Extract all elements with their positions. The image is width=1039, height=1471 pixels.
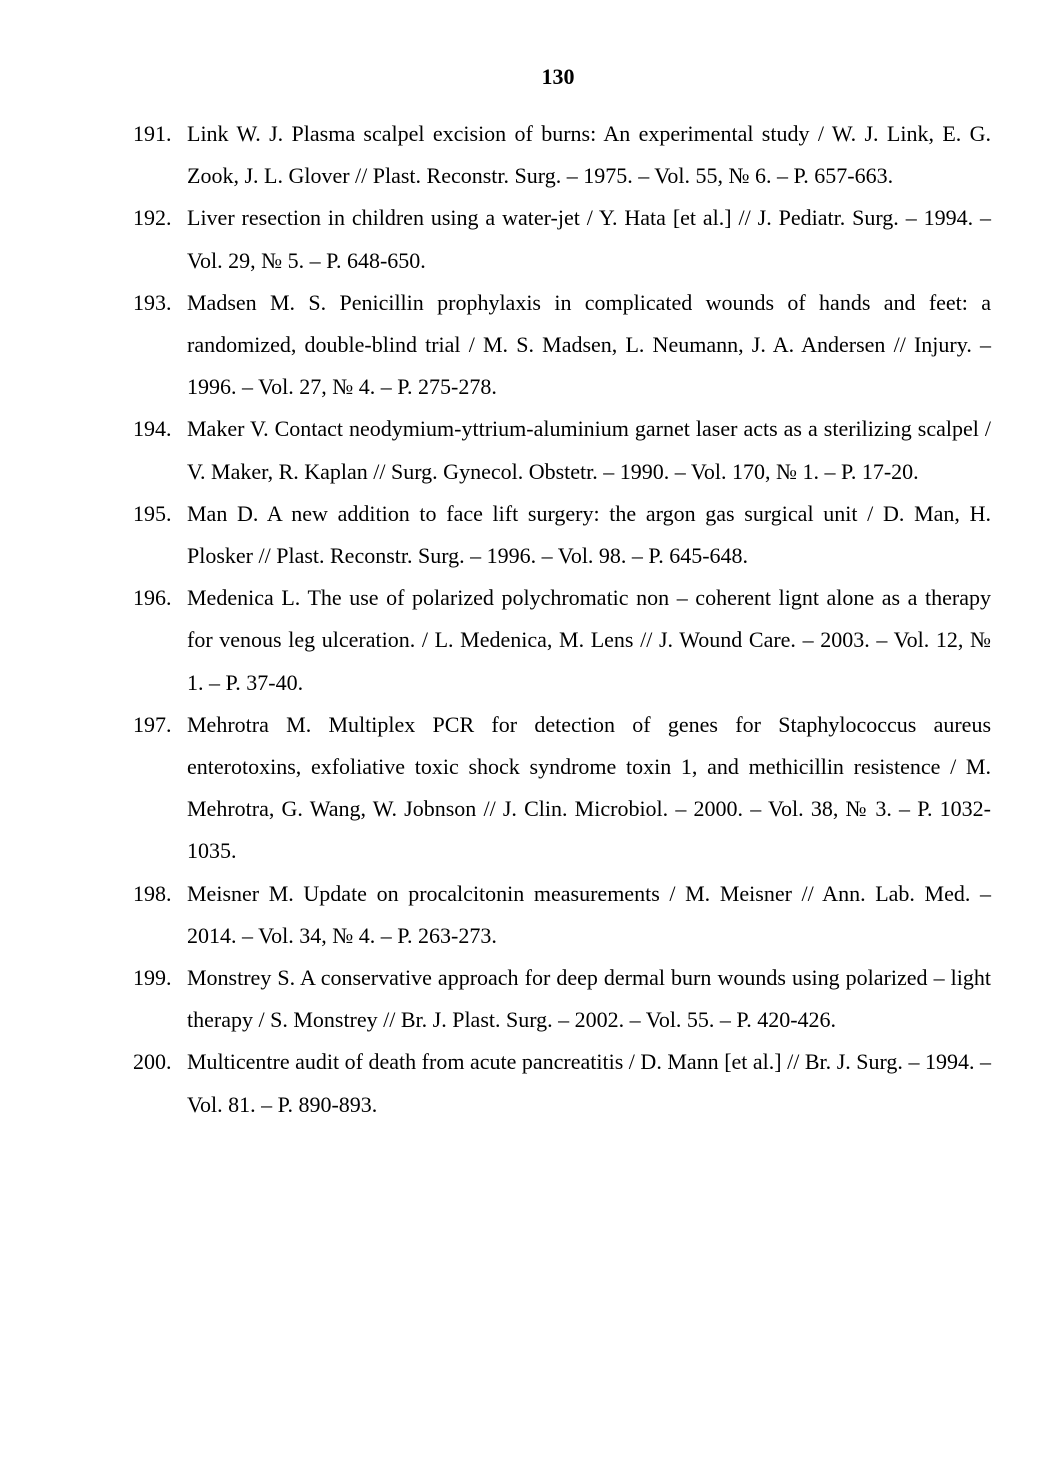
- reference-number: 193.: [133, 289, 172, 315]
- reference-text: Link W. J. Plasma scalpel excision of burns: An experimental study / W. J. Link, E. G. Zook, J. L. Glover // Plast. Reconstr. Surg. – 1975. – Vol. 55, № 6. – P. 657-663.: [187, 121, 991, 189]
- reference-number: 195.: [133, 500, 172, 526]
- reference-item-193: [133, 282, 991, 409]
- reference-text: Medenica L. The use of polarized polychromatic non – coherent lignt alone as a therapy for venous leg ulceration. / L. Medenica, M. Lens // J. Wound Care. – 2003. – Vol. 12, № 1. – P. 37-40.: [187, 585, 991, 695]
- reference-list: [133, 113, 991, 1126]
- reference-number: 191.: [133, 121, 172, 146]
- reference-text: Meisner M. Update on procalcitonin measurements / M. Meisner // Ann. Lab. Med. – 2014. – Vol. 34, № 4. – P. 263-273.: [187, 880, 991, 948]
- reference-item-195: [133, 493, 991, 577]
- reference-number: 194.: [133, 416, 172, 442]
- reference-item-200: [133, 1041, 991, 1125]
- reference-item-198: [133, 873, 991, 957]
- reference-item-199: [133, 957, 991, 1041]
- reference-text: Multicentre audit of death from acute pancreatitis / D. Mann [et al.] // Br. J. Surg. – 1994. – Vol. 81. – P. 890-893.: [187, 1049, 991, 1117]
- reference-item-194: [133, 408, 991, 492]
- reference-item-191: [133, 113, 991, 197]
- reference-item-197: [133, 704, 991, 873]
- reference-number: 198.: [133, 880, 172, 906]
- reference-text: Monstrey S. A conservative approach for deep dermal burn wounds using polarized – light therapy / S. Monstrey // Br. J. Plast. Surg. – 2002. – Vol. 55. – P. 420-426.: [187, 965, 991, 1033]
- reference-text: Liver resection in children using a water-jet / Y. Hata [et al.] // J. Pediatr. Surg. – 1994. – Vol. 29, № 5. – P. 648-650.: [187, 205, 991, 273]
- reference-number: 200.: [133, 1049, 172, 1075]
- page-number: 130: [541, 64, 575, 89]
- reference-item-192: [133, 197, 991, 281]
- reference-number: 192.: [133, 205, 172, 231]
- reference-text: Madsen M. S. Penicillin prophylaxis in complicated wounds of hands and feet: a randomized, double-blind trial / M. S. Madsen, L. Neumann, J. A. Andersen // Injury. – 1996. – Vol. 27, № 4. – P. 275-278.: [187, 289, 991, 400]
- reference-item-196: [133, 577, 991, 704]
- reference-text: Maker V. Contact neodymium-yttrium-aluminium garnet laser acts as a sterilizing scalpel / V. Maker, R. Kaplan // Surg. Gynecol. Obstetr. – 1990. – Vol. 170, № 1. – P. 17-20.: [187, 416, 991, 484]
- reference-number: 199.: [133, 965, 172, 991]
- reference-number: 197.: [133, 711, 172, 737]
- reference-text: Mehrotra M. Multiplex PCR for detection of genes for Staphylococcus aureus enterotoxins, exfoliative toxic shock syndrome toxin 1, and methicillin resistence / M. Mehrotra, G. Wang, W. Jobnson // J. Clin. Microbiol. – 2000. – Vol. 38, № 3. – P. 1032-1035.: [187, 711, 991, 864]
- reference-text: Man D. A new addition to face lift surgery: the argon gas surgical unit / D. Man, H. Plosker // Plast. Reconstr. Surg. – 1996. – Vol. 98. – P. 645-648.: [187, 500, 991, 569]
- reference-number: 196.: [133, 585, 172, 611]
